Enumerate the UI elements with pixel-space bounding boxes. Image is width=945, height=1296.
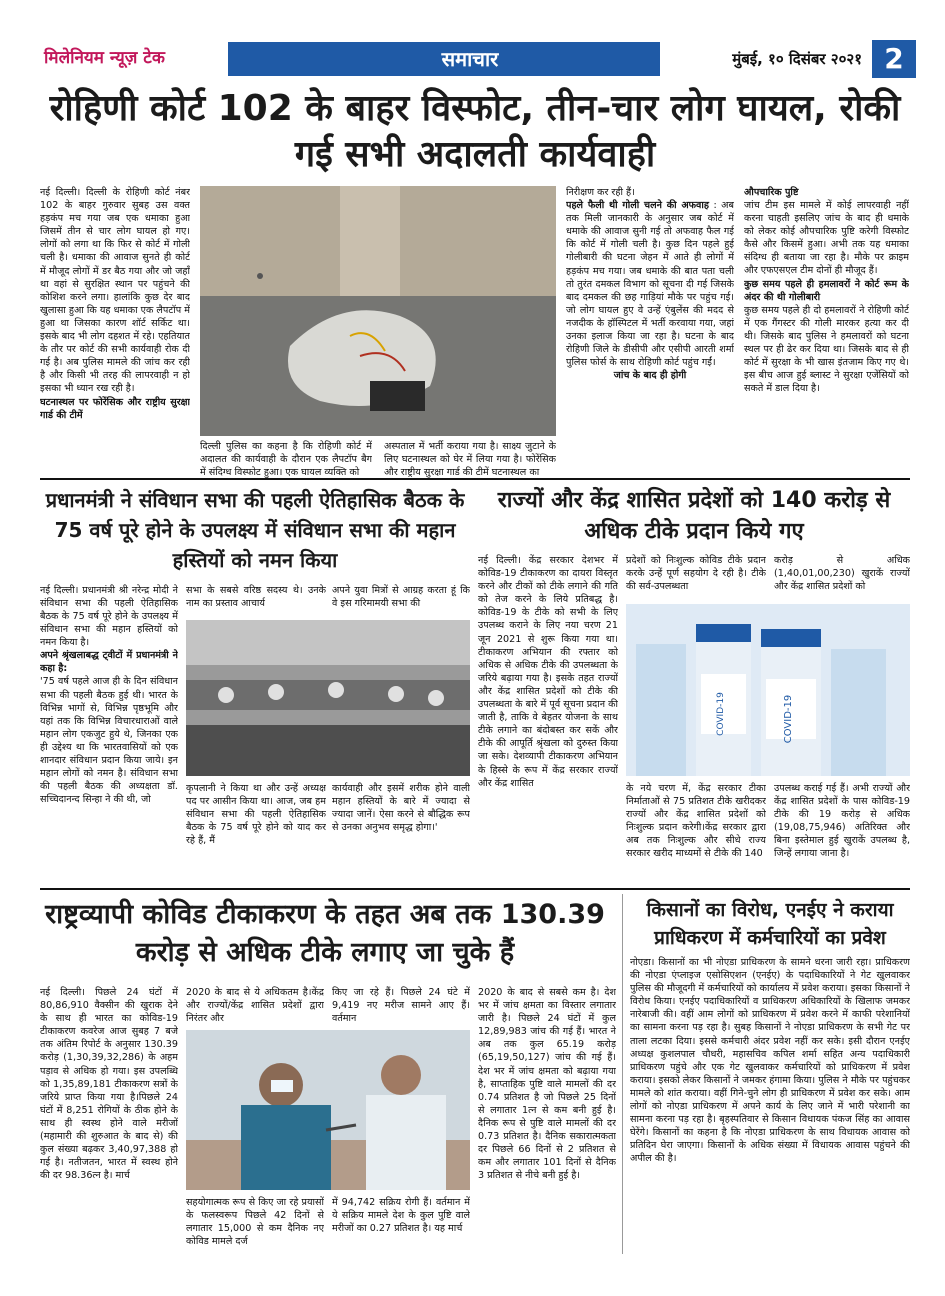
page-number: 2: [872, 40, 916, 78]
story4-below-photo-1: सहयोगात्मक रूप से किए जा रहे प्रयासों के फलस्वरूप पिछले 42 दिनों से लगातार 15,000 से कम दैनिक नए कोविड मामले दर्ज: [186, 1197, 324, 1248]
story5-body: नोएडा। किसानों का भी नोएडा प्राधिकरण के सामने धरना जारी रहा। प्राधिकरण की नोएडा एंप्लाइज एसोसिएशन (एनईए) के पदाधिकारियों ने गेट खुलवाकर पुलिस की मौजूदगी में कर्मचारियों को कार्यालय में प्रवेश कराया। इसका किसानों ने विरोध किया। एनईए पदाधिकारियों व प्राधिकरण अधिकारियों के खिलाफ जमकर नारेबाजी की। वहीं आम लोगों को प्राधिकरण में प्रवेश करने में काफी परेशानियों का सामना करना पड़ रहा है। सुबह किसानों ने नोएडा प्राधिकरण के सभी गेट पर ताला लटका दिया। इससे कर्मचारी अंदर प्रवेश नहीं कर सके। इसी दौरान एनईए अध्यक्ष कुशलपाल चौधरी, महासचिव कपिल शर्मा सहित अन्य पदाधिकारी प्राधिकरण पहुंचे और एक गेट खुलवाकर कर्मचारियों को प्राधिकरण में प्रवेश कराया। इसको लेकर किसानों ने जमकर हंगामा किया। पुलिस ने मौके पर पहुंचकर मामले को शांत कराया। वहीं गिने-चुने लोग ही प्राधिकरण में प्रवेश कर सके। आम लोगों को नोएडा प्राधिकरण में अपने कार्य के लिए जाने में भारी परेशानी का सामना करना पड़ रहा है। बृहस्पतिवार से किसान विधायक पंकज सिंह का आवास घेरेंगे। किसानों का कहना है कि नोएडा प्राधिकरण के साथ विधायक आवास को प्रतिदिन घेरा जाएगा। किसानों के अधिक संख्या में विधायक आवास पहुंचने की अपील की है।: [630, 957, 910, 1165]
story2-headline: प्रधानमंत्री ने संविधान सभा की पहली ऐतिहासिक बैठक के 75 वर्ष पूरे होने के उपलक्ष्य में संविधान सभा की महान हस्तियों को नमन किया: [45, 488, 465, 572]
story5-headline: किसानों का विरोध, एनईए ने कराया प्राधिकरण में कर्मचारियों का प्रवेश: [646, 899, 894, 949]
story4-below-photo-2: में 94,742 सक्रिय रोगी हैं। वर्तमान में ये सक्रिय मामले देश के कुल पुष्टि वाले मरीजों का 0.27 प्रतिशत है। यह मार्च: [332, 1197, 470, 1235]
story1-below-photo-col2: अस्पताल में भर्ती कराया गया है। साक्ष्य जुटाने के लिए घटनास्थल को घेर में लिया गया है। फोरेंसिक और राष्ट्रीय सुरक्षा गार्ड की टीमें घटनास्थल का: [384, 441, 556, 479]
story3-headline: राज्यों और केंद्र शासित प्रदेशों को 140 करोड़ से अधिक टीके प्रदान किये गए: [497, 488, 891, 544]
story4-headline: राष्ट्रव्यापी कोविड टीकाकरण के तहत अब तक 130.39 करोड़ से अधिक टीके लगाए जा चुके हैं: [45, 899, 605, 968]
story2-col1: नई दिल्ली। प्रधानमंत्री श्री नरेन्द्र मोदी ने संविधान सभा की पहली ऐतिहासिक बैठक के 75 वर्ष पूरे होने के उपलक्ष्य में संविधान सभा की महान हस्तियों को नमन किया है। अपने श्रृंखलाबद्ध ट्वीटों में प्रधानमंत्री ने कहा है: '75 वर्ष पहले आज ही के दिन संविधान सभा की पहली बैठक हुई थी। भारत के विभिन्न भागों से, विभिन्न पृष्ठभूमि और यहां तक कि विभिन्न विचारधाराओं वाले महान लोग एकजुट हुये थे, जिनका एक ही उद्देश्य था कि भारतवासियों को एक शानदार संविधान प्रदान किया जाये। इन महान लोगों को नमन है। संविधान सभा की पहली बैठक की अध्यक्षता डॉ. सच्चिदानन्द सिन्हा ने की थी, जो: [40, 585, 178, 806]
story3-photo: [626, 604, 910, 776]
issue-date: मुंबई, १० दिसंबर २०२१: [732, 50, 862, 68]
story3-below-photo-2: उपलब्ध कराई गई हैं। अभी राज्यों और केंद्र शासित प्रदेशों के पास कोविड-19 टीके की 19 करोड़ से अधिक (19,08,75,946) अतिरिक्त और बिना इस्तेमाल हुई खुराकें उपलब्ध है, जिन्हें लगाया जाना है।: [774, 783, 910, 860]
story3-below-photo-1: के नये चरण में, केंद्र सरकार टीका निर्माताओं से 75 प्रतिशत टीके खरीदकर राज्यों और केंद्र शासित प्रदेशों को निःशुल्क प्रदान करेगी।केंद्र सरकार द्वारा अब तक निःशुल्क और सीधे राज्य सरकार खरीद माध्यमों से टीके की 140: [626, 783, 766, 860]
story1-col4: औपचारिक पुष्टि जांच टीम इस मामले में कोई लापरवाही नहीं करना चाहती इसलिए जांच के बाद ही धमाके को लेकर कोई औपचारिक पुष्टि करेगी विस्फोट कैसे और किसमें हुआ। अभी तक यह धमाका संदिग्ध ही बताया जा रहा है। मौके पर क्राइम और एफएसएल टीम दोनों ही मौजूद हैं। कुछ समय पहले ही हमलावरों ने कोर्ट रूम के अंदर की थी गोलीबारी कुछ समय पहले ही दो हमलावरों ने रोहिणी कोर्ट में एक गैंगस्टर की गोली मारकर हत्या कर दी थी। जिसके बाद पुलिस ने हमलावरों को घटना स्थल पर ही ढेर कर दिया था। जिसके बाद से ही कोर्ट में सुरक्षा के भी खास इंतजाम किए गए थे। इस बीच आज हुई ब्लास्ट ने सुरक्षा एजेंसियों को सकते में डाल दिया है।: [744, 187, 909, 395]
story1-below-photo-col1: दिल्ली पुलिस का कहना है कि रोहिणी कोर्ट में अदालत की कार्यवाही के दौरान एक लैपटॉप बैग में संदिग्ध विस्फोट हुआ। एक घायल व्यक्ति को: [200, 441, 372, 479]
story4-above-photo-1: 2020 के बाद से ये अधिकतम है।केंद्र और राज्यों/केंद्र शासित प्रदेशों द्वारा निरंतर और: [186, 987, 324, 1025]
story1-headline: रोहिणी कोर्ट 102 के बाहर विस्फोट, तीन-चार लोग घायल, रोकी गई सभी अदालती कार्यवाही: [49, 88, 901, 175]
story2-below-photo-1: कृपलानी ने किया था और उन्हें अध्यक्ष पद पर आसीन किया था। आज, जब हम संविधान सभा की पहली ऐतिहासिक बैठक के 75 वर्ष पूरे होने को याद कर रहे हैं, मैं: [186, 783, 326, 847]
story4-col1: नई दिल्ली। पिछले 24 घंटों में 80,86,910 वैक्सीन की खुराक देने के साथ ही भारत का कोविड-19 टीकाकरण कवरेज आज सुबह 7 बजे तक अंतिम रिपोर्ट के अनुसार 130.39 करोड़ (1,30,39,32,286) के अहम पड़ाव से अधिक हो गया। इस उपलब्धि को 1,35,89,181 टीकाकरण सत्रों के जरिये प्राप्त किया गया है।पिछले 24 घंटों में 8,251 रोगियों के ठीक होने के साथ ही स्वस्थ होने वाले मरीजों (महामारी की शुरुआत के बाद से) की कुल संख्या बढ़कर 3,40,97,388 हो गई है। नतीजतन, भारत में स्वस्थ होने की दर 98.36त्न है। मार्च: [40, 987, 178, 1182]
story1-col3-end: जांच के बाद ही होगी: [613, 370, 687, 382]
story3-col1: नई दिल्ली। केंद्र सरकार देशभर में कोविड-19 टीकाकरण का दायरा विस्तृत करने और टीकों को टीके लगाने की गति को तेज करने के लिये प्रतिबद्ध है। कोविड-19 के टीके को सभी के लिए उपलब्ध कराने के लिए नया चरण 21 जून 2021 से शुरू किया गया था। टीकाकरण अभियान की रफ्तार को अधिक से अधिक टीके की उपलब्धता के जरिये बढ़ाया गया है। इसके तहत राज्यों और केंद्र शासित प्रदेशों को टीके की उपलब्धता के बारे में पूर्व सूचना प्रदान की जाती है, ताकि वे बेहतर योजना के साथ टीके लगाने का बंदोबस्त कर सकें और टीके की आपूर्ति श्रृंखला को दुरुस्त किया जा सके। देशव्यापी टीकाकरण अभियान के हिस्से के रूप में केंद्र सरकार राज्यों और केंद्र शासित: [478, 555, 618, 789]
brand-logo: मिलेनियम न्यूज़ टेक: [38, 42, 228, 74]
story2-above-photo-1: सभा के सबसे वरिष्ठ सदस्य थे। उनके नाम का प्रस्ताव आचार्य: [186, 585, 326, 610]
divider: [40, 888, 910, 890]
story2-photo: [186, 620, 470, 776]
masthead: [0, 0, 945, 80]
story1-col3: निरीक्षण कर रही हैं। पहले फैली थी गोली चलने की अफवाह : अब तक मिली जानकारी के अनुसार जब कोर्ट में धमाके की आवाज सुनी गई तो अफवाह फैल गई कि कोर्ट में गोली चली है। कुछ दिन पहले हुई गोलीबारी की घटना जेहन में आते ही लोगों में हड़कंप मच गया। जब धमाके की बात पता चली तो तुरंत दमकल विभाग को सूचना दी गई जिसके बाद दमकल की छह गाड़ियां मौके पर पहुंच गई।जो लोग घायल हुए वे उन्हें एंबुलेंस की मदद से नजदीक के हॉस्पिटल में भर्ती करवाया गया, जहां उनका इलाज किया जा रहा है। घटना के बाद रोहिणी जिले के डीसीपी और एसीपी आरती शर्मा पुलिस फोर्स के साथ रोहिणी कोर्ट पहुंच गईं। जांच के बाद ही होगी: [566, 187, 734, 382]
section-title: समाचार: [441, 47, 499, 71]
vial-label: COVID-19: [783, 694, 794, 744]
story1-col1-subhead: घटनास्थल पर फोरेंसिक और राष्ट्रीय सुरक्षा गार्ड की टीमें: [40, 396, 190, 421]
story3-above-photo-1: प्रदेशों को निःशुल्क कोविड टीके प्रदान करके उन्हें पूर्ण सहयोग दे रही है। टीके की सर्व-उपलब्धता: [626, 555, 766, 593]
story4-col4: 2020 के बाद से सबसे कम है। देश भर में जांच क्षमता का विस्तार लगातार जारी है। पिछले 24 घंटों में कुल 12,89,983 जांच की गई हैं। भारत ने अब तक कुल 65.19 करोड़ (65,19,50,127) जांच की गई हैं।देश भर में जांच क्षमता को बढ़ाया गया है, साप्ताहिक पुष्टि वाले मामलों की दर 0.74 प्रतिशत है जो पिछले 25 दिनों से लगातार 1त्न से कम बनी हुई है। दैनिक रूप से पुष्टि वाले मामलों की दर 0.73 प्रतिशत है। दैनिक सकारात्मकता दर पिछले 66 दिनों से 2 प्रतिशत से कम और लगातार 101 दिनों से दैनिक 3 प्रतिशत से नीचे बनी हुई है।: [478, 987, 616, 1182]
story2-below-photo-2: कार्यवाही और इसमें शरीक होने वाली महान हस्तियों के बारे में ज्यादा से ज्यादा जानें। ऐसा करने से बौद्धिक रूप से उनका अनुभव समृद्ध होगा।': [332, 783, 470, 834]
story1-col1: नई दिल्ली। दिल्ली के रोहिणी कोर्ट नंबर 102 के बाहर गुरुवार सुबह उस वक्त हड़कंप मच गया जब एक धमाका हुआ जिसमें तीन से चार लोग घायल हो गए। लोगों को लगा था कि फिर से कोर्ट में गोली चली है। धमाका की आवाज सुनते ही कोर्ट में मौजूद लोगों में डर बैठ गया और जो जहाँ था वहां से सुरक्षित स्थान पर पहुंचने की कोशिश करने लगा। हालांकि कुछ देर बाद खुलासा हुआ कि यह धमाका एक लैपटॉप में हुआ था जिसका कारण शॉर्ट सर्किट था। इसके बाद भी लोग दहशत में रहे। एहतियात के तौर पर कोर्ट की सभी कार्यवाही रोक दी गई है। अब पुलिस मामले की जांच कर रही है और किसी भी तरह की लापरवाही न हो इसका भी ध्यान रख रही है। घटनास्थल पर फोरेंसिक और राष्ट्रीय सुरक्षा गार्ड की टीमें: [40, 187, 190, 421]
divider: [40, 478, 910, 480]
story1-photo: [200, 186, 556, 436]
vial-label: COVID-19: [716, 692, 726, 736]
story1-col3-subhead: पहले फैली थी गोली चलने की अफवाह: [566, 200, 709, 212]
column-divider: [622, 894, 623, 1254]
story3-above-photo-2: करोड़ से अधिक (1,40,01,00,230) खुराकें राज्यों और केंद्र शासित प्रदेशों को: [774, 555, 910, 593]
story4-photo: [186, 1030, 470, 1190]
story4-above-photo-2: किए जा रहे हैं। पिछले 24 घंटे में 9,419 नए मरीज सामने आए हैं।वर्तमान: [332, 987, 470, 1025]
story2-above-photo-2: अपने युवा मित्रों से आग्रह करता हूं कि वे इस गरिमामयी सभा की: [332, 585, 470, 610]
